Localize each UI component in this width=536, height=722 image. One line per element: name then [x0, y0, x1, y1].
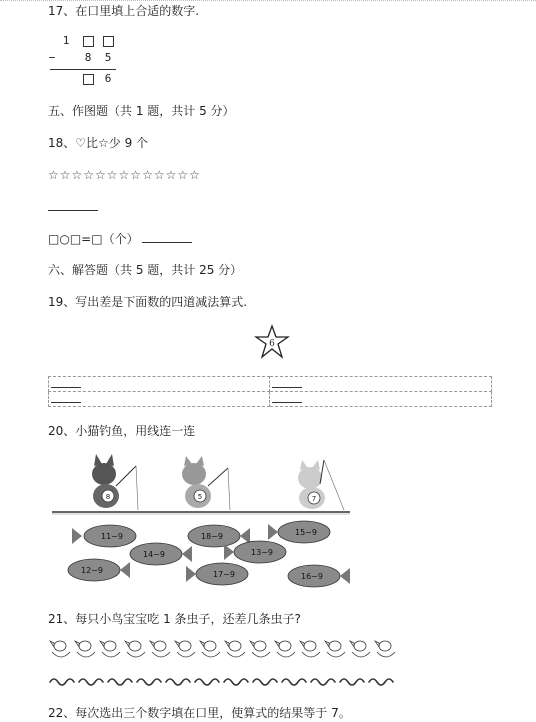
baby-bird-icon	[75, 641, 95, 657]
fish-label: 18−9	[201, 532, 223, 541]
q17-digit: 8	[84, 51, 92, 64]
section-6-heading: 六、解答题（共 5 题，共计 25 分）	[48, 263, 243, 277]
fish-1[interactable]	[72, 525, 136, 547]
fish-5[interactable]	[186, 563, 248, 585]
cat-3[interactable]	[298, 460, 344, 510]
baby-bird-icon	[125, 641, 145, 657]
fish-label: 12−9	[81, 566, 103, 575]
baby-bird-icon	[175, 641, 195, 657]
q17-digit: 5	[104, 51, 112, 64]
number-star-icon	[254, 324, 290, 360]
q17-vertical-subtraction	[48, 32, 122, 88]
worm-icon	[137, 679, 161, 685]
worm-icon	[282, 679, 306, 685]
worm-icon	[224, 679, 248, 685]
minus-sign: −	[48, 51, 56, 64]
fish-label: 11−9	[101, 532, 123, 541]
birds-and-worms-illustration	[46, 638, 406, 694]
page-top-border	[0, 0, 536, 2]
worm-icon	[369, 679, 393, 685]
answer-cell[interactable]	[49, 392, 270, 407]
fish-label: 13−9	[251, 548, 273, 557]
worm-icon	[253, 679, 277, 685]
baby-bird-icon	[200, 641, 220, 657]
worm-icon	[50, 679, 74, 685]
worm-icon	[79, 679, 103, 685]
worm-icon	[340, 679, 364, 685]
q18-formula	[48, 232, 192, 246]
q17-digit: 6	[104, 72, 112, 85]
star-row: ☆☆☆☆☆☆☆☆☆☆☆☆☆	[48, 168, 201, 182]
fish-3[interactable]	[68, 559, 130, 581]
worm-icon	[166, 679, 190, 685]
formula-box[interactable]: □	[69, 232, 82, 246]
fish-4[interactable]	[188, 525, 250, 547]
fish-2[interactable]	[130, 543, 192, 565]
baby-bird-icon	[250, 641, 270, 657]
baby-bird-icon	[150, 641, 170, 657]
cat-3-number: 7	[311, 495, 317, 503]
fish-label: 17−9	[213, 570, 235, 579]
q20-prompt: 20、小猫钓鱼，用线连一连	[48, 424, 196, 438]
q21-prompt: 21、每只小鸟宝宝吃 1 条虫子，还差几条虫子?	[48, 612, 301, 626]
fish-label: 14−9	[143, 550, 165, 559]
formula-result: =□（个）	[81, 232, 139, 246]
cat-2[interactable]	[182, 456, 230, 510]
worm-icon	[311, 679, 335, 685]
bird-row	[50, 641, 395, 657]
fish-8[interactable]	[288, 565, 350, 587]
q17-digit: 1	[62, 34, 70, 47]
answer-cell[interactable]	[270, 377, 492, 392]
answer-cell[interactable]	[270, 392, 492, 407]
fish-7[interactable]	[268, 521, 330, 543]
cat-1-number: 8	[105, 493, 111, 501]
baby-bird-icon	[100, 641, 120, 657]
q17-blank-box[interactable]	[82, 72, 94, 85]
q17-blank-box[interactable]	[82, 34, 94, 47]
fish-label: 16−9	[301, 572, 323, 581]
cat-fishing-illustration	[52, 452, 352, 592]
fish-6[interactable]	[224, 541, 286, 563]
cat-2-number: 5	[197, 493, 203, 501]
q22-prompt: 22、每次选出三个数字填在口里，使算式的结果等于 7。	[48, 706, 351, 720]
fish-label: 15−9	[295, 528, 317, 537]
star-number: 6	[269, 339, 275, 349]
worm-row	[50, 679, 393, 685]
q17-prompt: 17、在口里填上合适的数字.	[48, 4, 200, 18]
q18-formula-answer-line[interactable]	[142, 232, 192, 243]
baby-bird-icon	[50, 641, 70, 657]
worm-icon	[195, 679, 219, 685]
q19-answer-table	[48, 376, 492, 407]
q19-prompt: 19、写出差是下面数的四道减法算式.	[48, 295, 248, 309]
subtraction-rule	[50, 69, 116, 70]
baby-bird-icon	[350, 641, 370, 657]
q18-prompt: 18、♡比☆少 9 个	[48, 136, 149, 150]
baby-bird-icon	[225, 641, 245, 657]
formula-box[interactable]: □	[48, 232, 60, 246]
worm-icon	[108, 679, 132, 685]
cat-1[interactable]	[92, 454, 138, 510]
section-5-heading: 五、作图题（共 1 题，共计 5 分）	[48, 104, 235, 118]
baby-bird-icon	[300, 641, 320, 657]
baby-bird-icon	[325, 641, 345, 657]
baby-bird-icon	[275, 641, 295, 657]
operator-circle[interactable]: ○	[59, 232, 70, 246]
answer-cell[interactable]	[49, 377, 270, 392]
q17-blank-box[interactable]	[102, 34, 114, 47]
baby-bird-icon	[375, 641, 395, 657]
q18-answer-line[interactable]	[48, 198, 98, 211]
